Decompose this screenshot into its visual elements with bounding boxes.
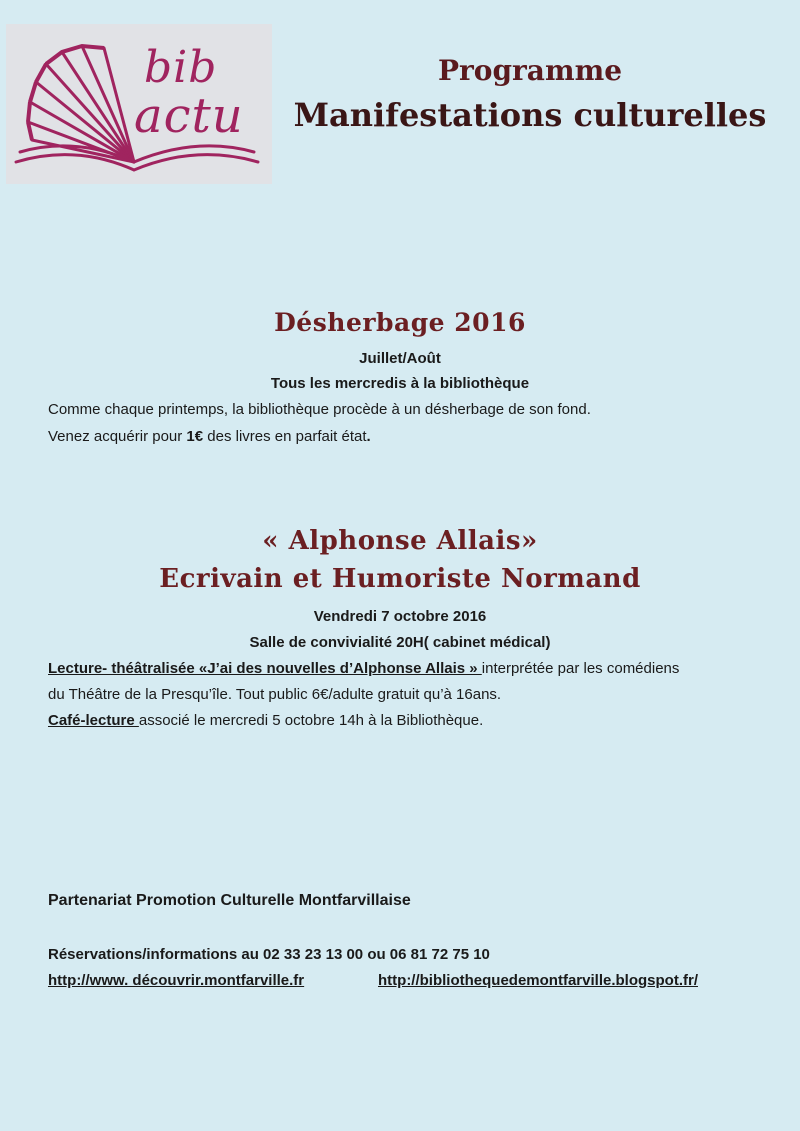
section2-date: Vendredi 7 octobre 2016 bbox=[313, 608, 487, 625]
bibliotheque-blog-link[interactable]: http://bibliothequedemontfarville.blogspot.fr/ bbox=[378, 972, 698, 989]
section1-line2-a: Venez acquérir pour bbox=[48, 428, 187, 445]
section2-line2: du Théâtre de la Presqu’île. Tout public 6€/adulte gratuit qu’à 16ans. bbox=[48, 686, 502, 703]
section1-line2-b: des livres en parfait état bbox=[203, 428, 367, 445]
header-title-programme: Programme bbox=[437, 54, 623, 87]
section1-line2-end: . bbox=[366, 428, 371, 445]
section1-line2 bbox=[48, 428, 768, 445]
section1-line1: Comme chaque printemps, la bibliothèque procède à un désherbage de son fond. bbox=[48, 401, 591, 418]
section1-date: Juillet/Août bbox=[359, 350, 441, 367]
section1-when: Tous les mercredis à la bibliothèque bbox=[270, 375, 530, 392]
lecture-link[interactable]: Lecture- théâtralisée «J’ai des nouvelles d’Alphonse Allais » bbox=[48, 660, 482, 677]
section2-title2: Ecrivain et Humoriste Normand bbox=[159, 564, 641, 594]
section1-price: 1€ bbox=[186, 428, 204, 445]
section2-line1 bbox=[48, 660, 768, 677]
logo-text-bib: bib bbox=[144, 42, 218, 93]
section2-line3-rest: associé le mercredi 5 octobre 14h à la Bibliothèque. bbox=[138, 712, 484, 729]
header-title-manifestations: Manifestations culturelles bbox=[293, 96, 767, 134]
partner-text: Partenariat Promotion Culturelle Montfarvillaise bbox=[48, 892, 411, 909]
section2-line1-rest: interprétée par les comédiens bbox=[481, 660, 680, 677]
cafe-lecture-link[interactable]: Café-lecture bbox=[48, 712, 139, 729]
section2-place: Salle de convivialité 20H( cabinet médical) bbox=[249, 634, 551, 651]
section2-line3 bbox=[48, 712, 768, 729]
logo-text-actu: actu bbox=[134, 88, 244, 144]
footer-links bbox=[48, 972, 768, 989]
bibactu-logo bbox=[6, 24, 272, 184]
reservations-text: Réservations/informations au 02 33 23 13 00 ou 06 81 72 75 10 bbox=[48, 946, 490, 963]
section2-title1: « Alphonse Allais» bbox=[262, 526, 538, 556]
montfarville-site-link[interactable]: http://www. découvrir.montfarville.fr bbox=[48, 972, 305, 989]
section1-title: Désherbage 2016 bbox=[274, 308, 526, 337]
